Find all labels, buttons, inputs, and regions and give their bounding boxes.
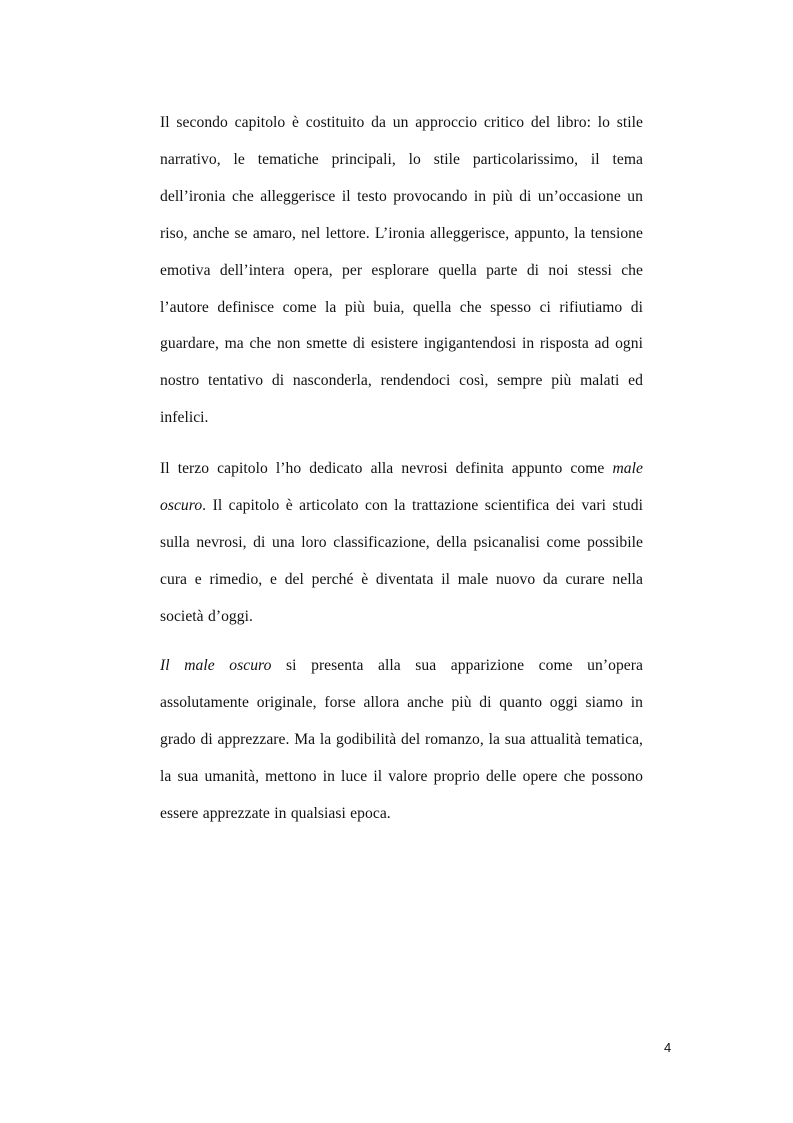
paragraph-text-after-title: . Il capitolo è articolato con la trattazione scientifica dei vari studi sulla nevrosi, di una loro classificazione, della psicanalisi come possibile cura e rimedio, e del perché è diventata il male nuovo da curare nella società d’oggi. [160,496,643,625]
page-number: 4 [664,1040,672,1055]
paragraph-third-chapter [160,451,643,636]
italic-book-title: Il male oscuro [160,657,272,674]
paragraph-second-chapter [160,105,643,437]
paragraph-text-after-title: si presenta alla sua apparizione come un’opera assolutamente originale, forse allora anche più di quanto oggi siamo in grado di apprezzare. Ma la godibilità del romanzo, la sua attualità tematica, la sua umanità, mettono in luce il valore proprio delle opere che possono essere apprezzate in qualsiasi epoca. [160,657,643,822]
paragraph-book-presentation [160,648,643,833]
paragraph-text-before-title: Il terzo capitolo l’ho dedicato alla nevrosi definita appunto come [160,460,613,477]
paragraph-text: Il secondo capitolo è costituito da un approccio critico del libro: lo stile narrativo, le tematiche principali, lo stile particolarissimo, il tema dell’ironia che alleggerisce il testo provocando in più di un’occasione un riso, anche se amaro, nel lettore. L’ironia alleggerisce, appunto, la tensione emotiva dell’intera opera, per esplorare quella parte di noi stessi che l’autore definisce come la più buia, quella che spesso ci rifiutiamo di guardare, ma che non smette di esistere ingigantendosi in risposta ad ogni nostro tentativo di nasconderla, rendendoci così, sempre più malati ed infelici. [160,114,643,427]
italic-term-male-oscuro: male oscuro [160,460,643,514]
